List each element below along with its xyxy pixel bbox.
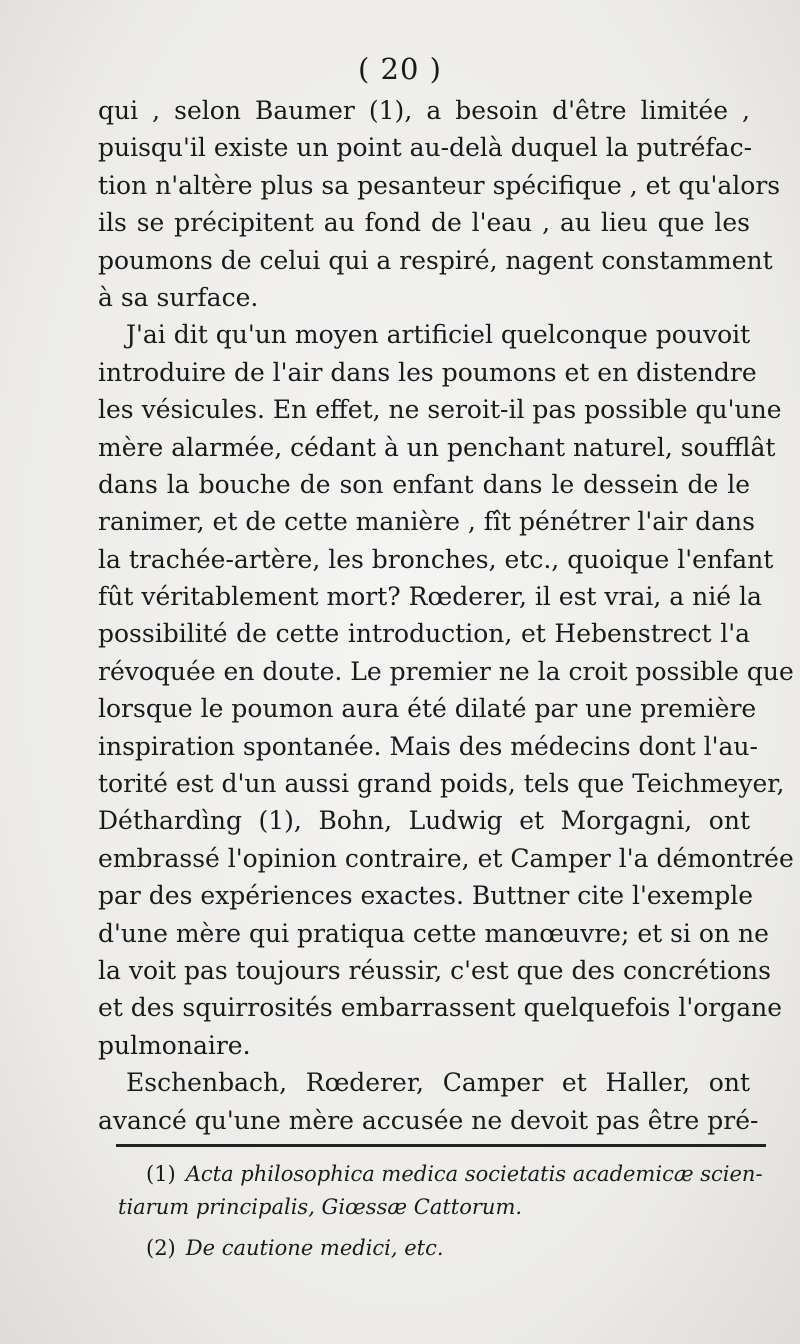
text-line: Eschenbach, Rœderer, Camper et Haller, ont: [126, 1068, 750, 1098]
text-line: torité est d'un aussi grand poids, tels que Teichmeyer,: [98, 769, 785, 799]
text-line: révoquée en doute. Le premier ne la croit possible que: [98, 656, 794, 686]
footnote-2: [118, 1232, 766, 1265]
text-line: qui , selon Baumer (1), a besoin d'être limitée ,: [98, 96, 750, 125]
text-line: J'ai dit qu'un moyen artificiel quelconque pouvoit: [126, 320, 751, 350]
footnotes: [118, 1158, 766, 1265]
text-line: poumons de celui qui a respiré, nagent constamment: [98, 245, 773, 275]
footnote-text: Acta philosophica medica societatis academicæ scien-: [185, 1162, 763, 1186]
footnote-marker: (2): [146, 1236, 176, 1260]
text-line: pulmonaire.: [98, 1030, 251, 1060]
text-line: lorsque le poumon aura été dilaté par une première: [98, 694, 757, 724]
text-line: dans la bouche de son enfant dans le dessein de le: [98, 469, 750, 499]
text-line: embrassé l'opinion contraire, et Camper l'a démontrée: [98, 843, 794, 873]
text-line: et des squirrosités embarrassent quelquefois l'organe: [98, 993, 782, 1023]
text-line: la trachée-artère, les bronches, etc., quoique l'enfant: [98, 544, 774, 574]
text-line: inspiration spontanée. Mais des médecins dont l'au-: [98, 731, 758, 761]
text-line: avancé qu'une mère accusée ne devoit pas être pré-: [98, 1105, 759, 1135]
text-line: la voit pas toujours réussir, c'est que des concrétions: [98, 955, 771, 985]
text-line: puisqu'il existe un point au-delà duquel la putréfac-: [98, 133, 753, 163]
text-line: d'une mère qui pratiqua cette manœuvre; et si on ne: [98, 918, 769, 948]
text-line: ranimer, et de cette manière , fît pénétrer l'air dans: [98, 507, 755, 537]
text-line: tion n'altère plus sa pesanteur spécifique , et qu'alors: [98, 170, 781, 200]
footnote-1: [118, 1158, 766, 1191]
text-line: à sa surface.: [98, 282, 259, 312]
text-line: fût véritablement mort? Rœderer, il est vrai, a nié la: [98, 582, 762, 612]
text-line: possibilité de cette introduction, et Hebenstrect l'a: [98, 619, 750, 649]
text-line: les vésicules. En effet, ne seroit-il pas possible qu'une: [98, 395, 782, 425]
text-line: ils se précipitent au fond de l'eau , au lieu que les: [98, 208, 750, 238]
footnote-text: De cautione medici, etc.: [185, 1236, 444, 1260]
footnote-1-continued: tiarum principalis, Giœssæ Cattorum.: [118, 1195, 523, 1219]
text-line: mère alarmée, cédant à un penchant naturel, soufflât: [98, 432, 776, 462]
text-line: Déthardìng (1), Bohn, Ludwig et Morgagni, ont: [98, 806, 750, 836]
footnote-divider: [116, 1144, 766, 1147]
footnote-marker: (1): [146, 1162, 176, 1186]
page-number: ( 20 ): [358, 52, 442, 86]
text-line: introduire de l'air dans les poumons et en distendre: [98, 357, 757, 387]
body-text: [98, 92, 794, 1139]
text-line: par des expériences exactes. Buttner cite l'exemple: [98, 881, 754, 911]
